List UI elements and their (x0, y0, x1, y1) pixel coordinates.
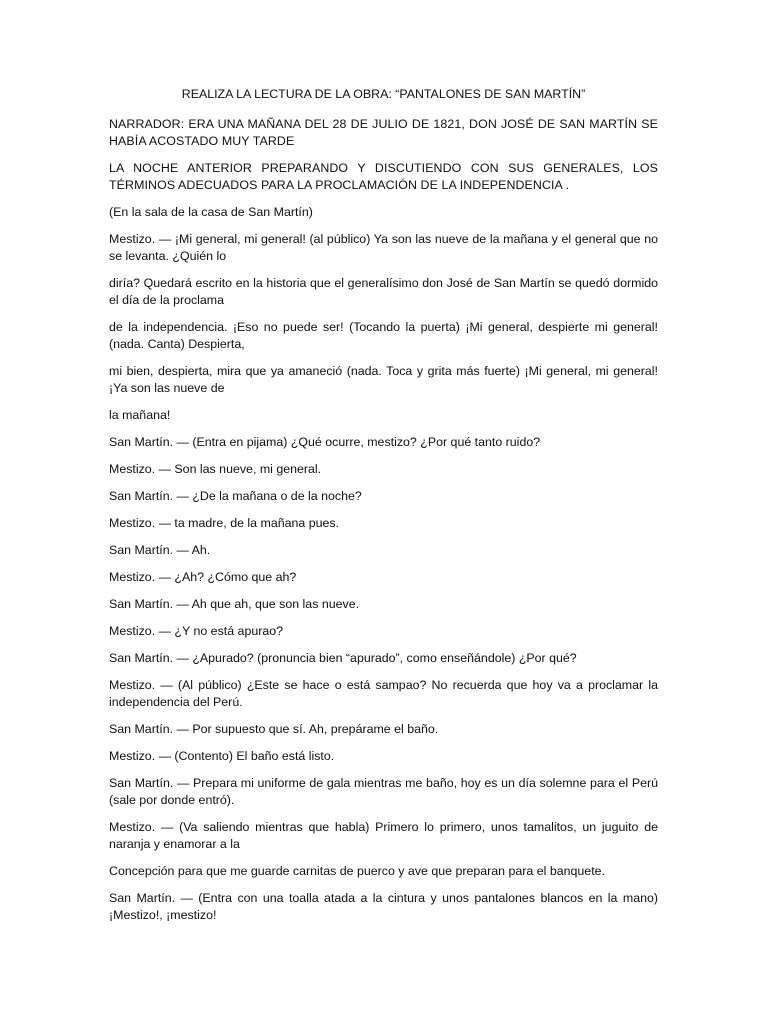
paragraph: San Martín. — Por supuesto que sí. Ah, prepárame el baño. (109, 722, 439, 736)
paragraph: Mestizo. — ¿Ah? ¿Cómo que ah? (109, 570, 297, 584)
paragraph: San Martín. — ¿Apurado? (pronuncia bien “apurado”, como enseñándole) ¿Por qué? (109, 651, 577, 665)
paragraph: San Martín. — (Entra con una toalla atada a la cintura y unos pantalones blancos en la mano) ¡Mestizo!, ¡mestizo! (109, 891, 658, 922)
paragraph: San Martín. — Ah. (109, 543, 211, 557)
document-page (109, 86, 658, 934)
paragraph: diría? Quedará escrito en la historia que el generalísimo don José de San Martín se quedó dormido el día de la proclama (109, 276, 658, 307)
paragraph: San Martín. — Ah que ah, que son las nueve. (109, 597, 360, 611)
paragraph: Mestizo. — (Al público) ¿Este se hace o está sampao? No recuerda que hoy va a proclamar la independencia del Perú. (109, 678, 658, 709)
paragraph-stage-direction: (En la sala de la casa de San Martín) (109, 205, 313, 219)
paragraph: San Martín. — Prepara mi uniforme de gala mientras me baño, hoy es un día solemne para el Perú (sale por donde entró). (109, 776, 658, 807)
paragraph: la mañana! (109, 408, 171, 422)
paragraph: de la independencia. ¡Eso no puede ser! (Tocando la puerta) ¡Mi general, despierte mi general! (nada. Canta) Despierta, (109, 320, 658, 351)
paragraph: Mestizo. — (Va saliendo mientras que habla) Primero lo primero, unos tamalitos, un juguito de naranja y enamorar a la (109, 820, 658, 851)
paragraph: San Martín. — ¿De la mañana o de la noche? (109, 489, 362, 503)
paragraph-narrator-2: LA NOCHE ANTERIOR PREPARANDO Y DISCUTIENDO CON SUS GENERALES, LOS TÉRMINOS ADECUADOS PARA LA PROCLAMACIÓN DE LA INDEPENDENCIA . (109, 161, 658, 192)
paragraph: Concepción para que me guarde carnitas de puerco y ave que preparan para el banquete. (109, 864, 605, 878)
paragraph: Mestizo. — ¡Mi general, mi general! (al público) Ya son las nueve de la mañana y el general que no se levanta. ¿Quién lo (109, 232, 658, 263)
paragraph: San Martín. — (Entra en pijama) ¿Qué ocurre, mestizo? ¿Por qué tanto ruido? (109, 435, 541, 449)
paragraph: Mestizo. — ¿Y no está apurao? (109, 624, 284, 638)
document-title: REALIZA LA LECTURA DE LA OBRA: “PANTALONES DE SAN MARTÍN” (181, 87, 586, 101)
paragraph: Mestizo. — Son las nueve, mi general. (109, 462, 322, 476)
paragraph: Mestizo. — (Contento) El baño está listo. (109, 749, 335, 763)
paragraph: mi bien, despierta, mira que ya amaneció (nada. Toca y grita más fuerte) ¡Mi general, mi general! ¡Ya son las nueve de (109, 364, 658, 395)
paragraph-narrator-1: NARRADOR: ERA UNA MAÑANA DEL 28 DE JULIO DE 1821, DON JOSÉ DE SAN MARTÍN SE HABÍA ACOSTADO MUY TARDE (109, 117, 658, 148)
paragraph: Mestizo. — ta madre, de la mañana pues. (109, 516, 340, 530)
